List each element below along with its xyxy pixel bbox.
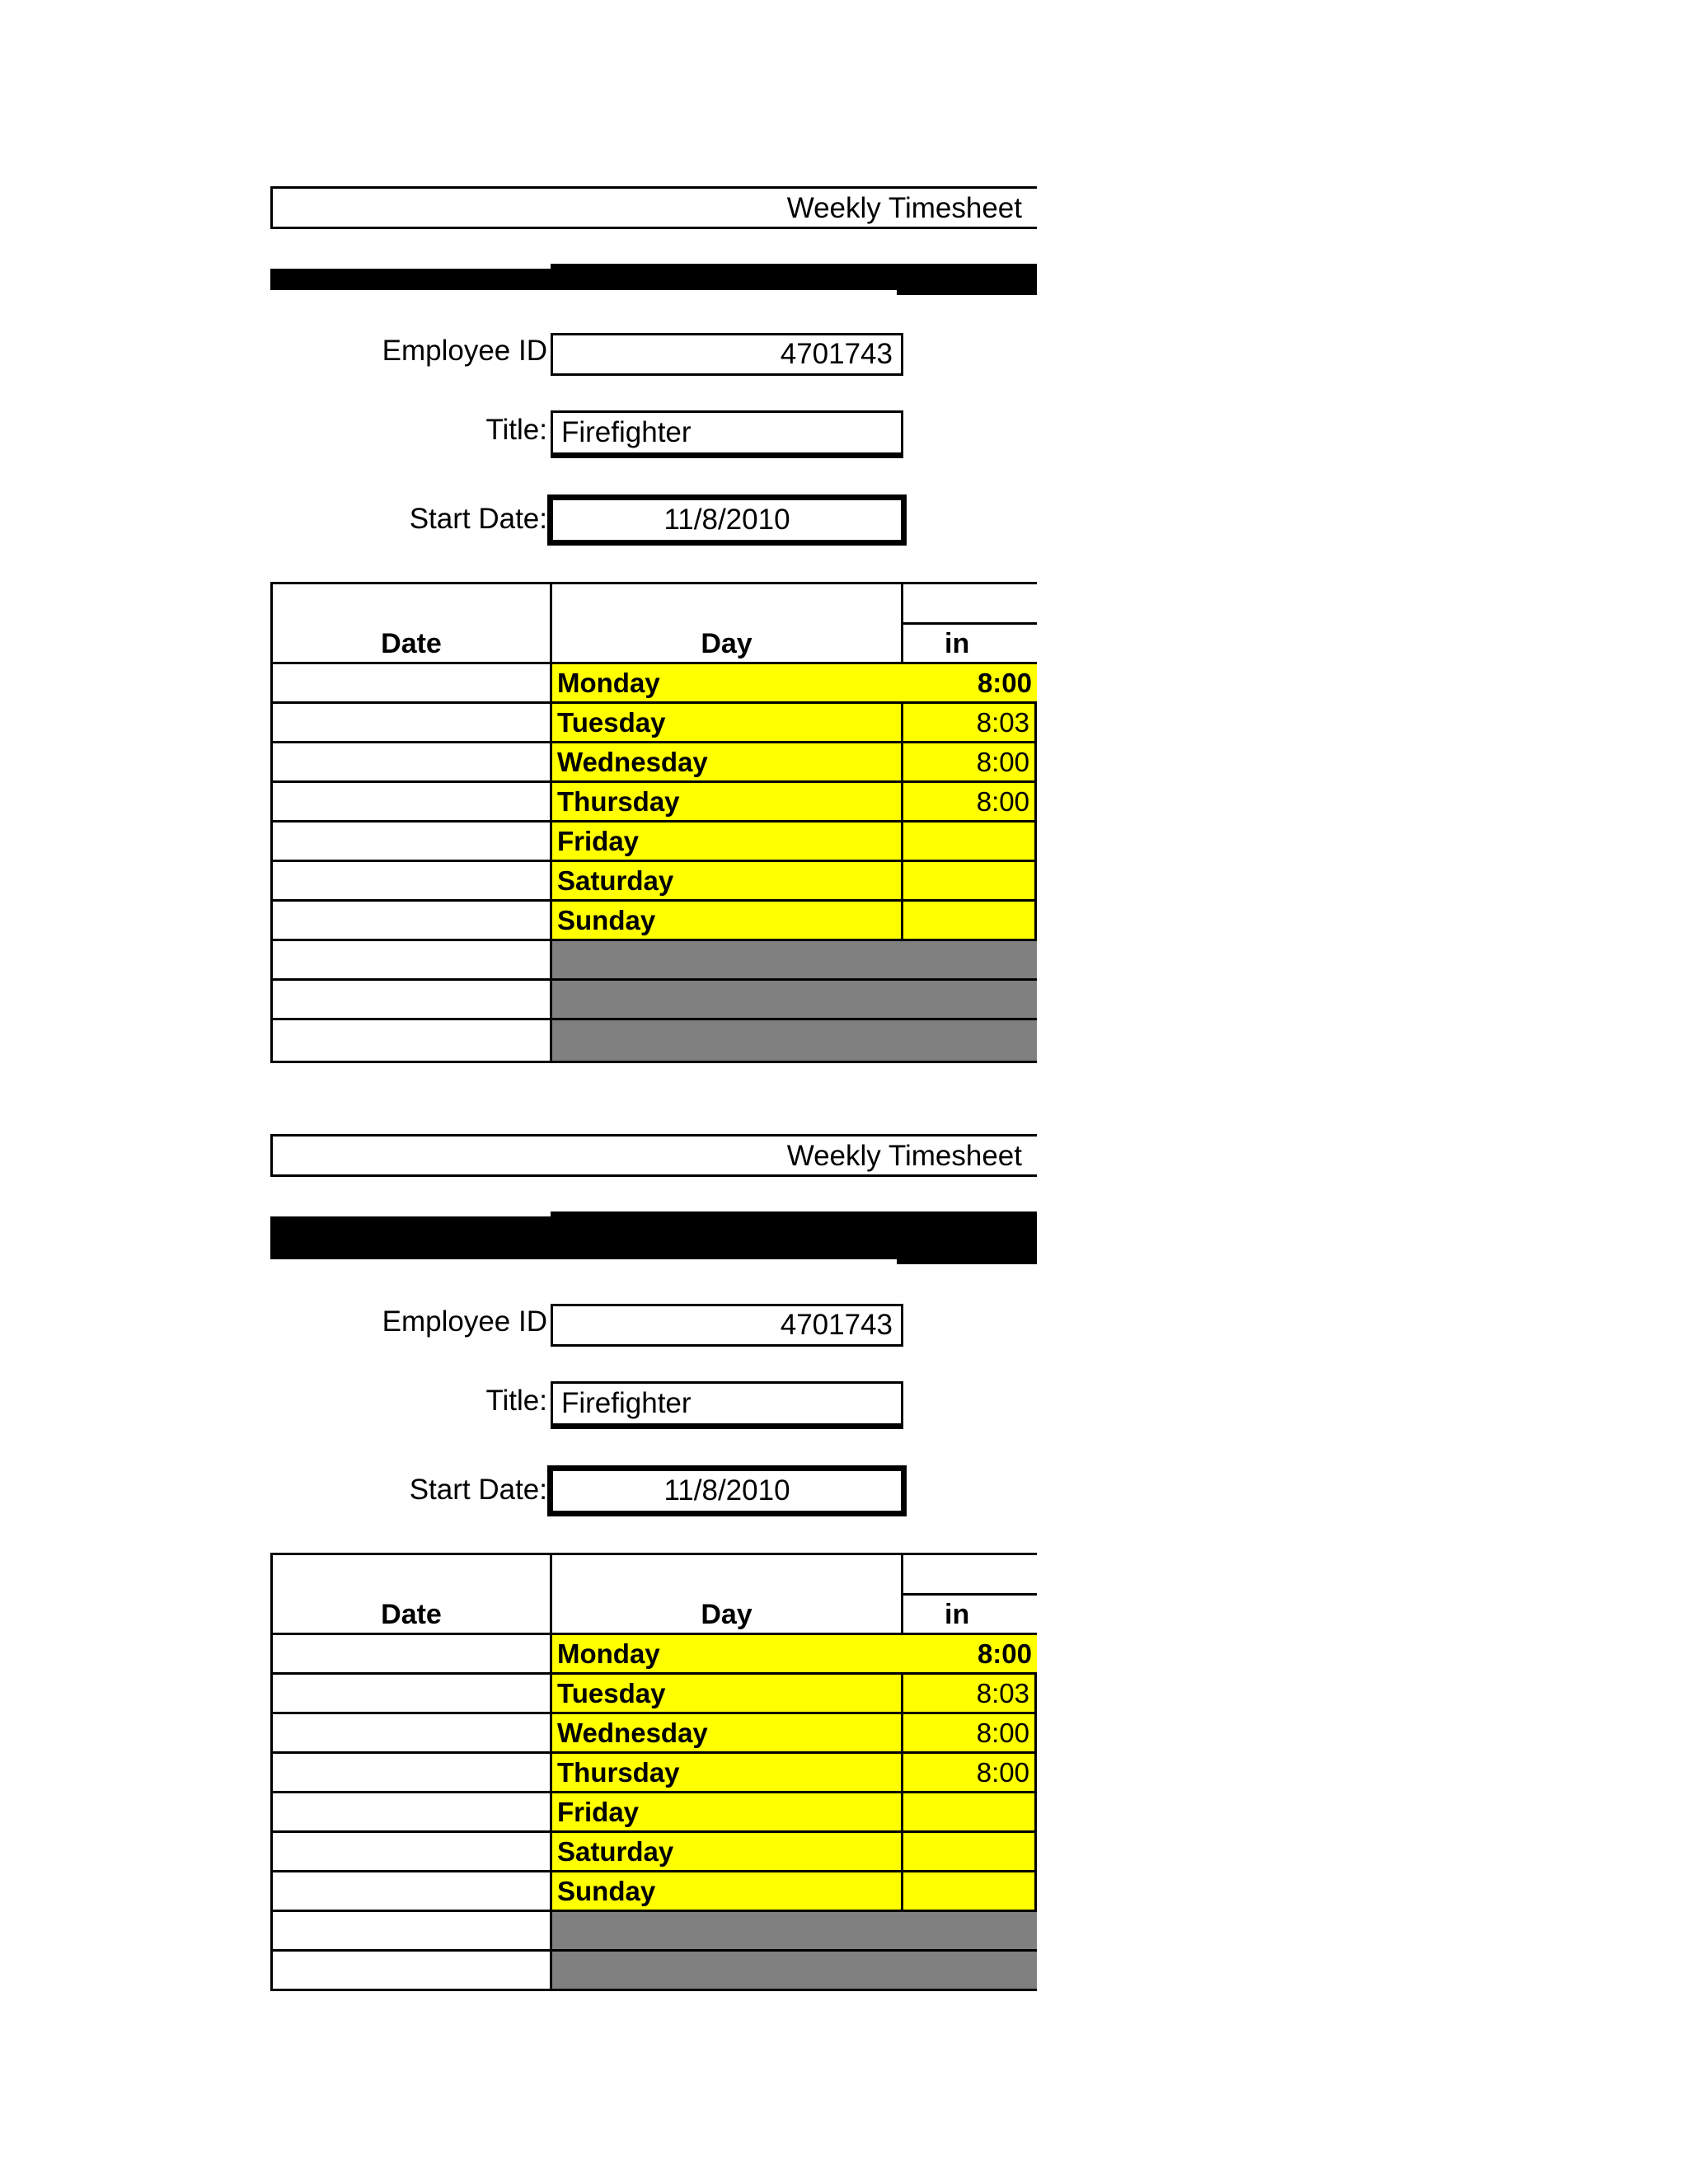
- date-cell[interactable]: [273, 1714, 552, 1754]
- table-row-day: Tuesday: [552, 1675, 903, 1714]
- time-in-cell[interactable]: 8:00: [903, 1754, 1037, 1793]
- time-in-cell[interactable]: 8:03: [903, 704, 1037, 743]
- header-divider: [903, 1593, 1037, 1596]
- table-header-date-cell: [270, 582, 552, 664]
- job-title-field[interactable]: Firefighter: [551, 410, 903, 458]
- time-in-cell[interactable]: 8:00: [903, 1714, 1037, 1754]
- job-title-field[interactable]: Firefighter: [551, 1381, 903, 1429]
- time-in-cell[interactable]: 8:00: [903, 783, 1037, 823]
- time-in-cell[interactable]: [903, 1793, 1037, 1833]
- table-row-day: Wednesday: [552, 1714, 903, 1754]
- table-row-monday-day: Monday: [552, 1635, 903, 1675]
- table-row-day: Sunday: [552, 1872, 903, 1912]
- time-in-cell[interactable]: [903, 823, 1037, 862]
- table-row-day: Thursday: [552, 783, 903, 823]
- redaction-bar: [551, 264, 1037, 270]
- table-row-day: Thursday: [552, 1754, 903, 1793]
- date-column: [270, 664, 552, 1063]
- date-cell[interactable]: [273, 1912, 552, 1952]
- date-cell[interactable]: [273, 1675, 552, 1714]
- column-header-day: Day: [701, 1599, 753, 1630]
- redaction-bar: [897, 1256, 1037, 1264]
- time-in-cell[interactable]: 8:00: [903, 1635, 1037, 1675]
- time-in-cell[interactable]: 8:00: [903, 743, 1037, 783]
- table-header-day-cell: [552, 582, 903, 664]
- employee-id-label: Employee ID: [382, 335, 547, 367]
- column-header-day: Day: [701, 628, 753, 659]
- timesheet-title: Weekly Timesheet: [786, 1140, 1022, 1172]
- start-date-label: Start Date:: [409, 1474, 547, 1506]
- date-cell[interactable]: [273, 1754, 552, 1793]
- timesheet-table: [270, 1553, 1037, 1991]
- time-in-cell[interactable]: [903, 862, 1037, 902]
- date-cell[interactable]: [273, 1020, 552, 1063]
- start-date-field[interactable]: 11/8/2010: [547, 494, 907, 546]
- gray-row: [552, 1952, 1037, 1991]
- column-header-date: Date: [381, 628, 442, 659]
- redaction-bar: [270, 1216, 1037, 1259]
- table-row-day: Friday: [552, 823, 903, 862]
- employee-id-label: Employee ID: [382, 1305, 547, 1338]
- time-in-cell[interactable]: [903, 1833, 1037, 1872]
- title-label: Title:: [485, 1385, 547, 1417]
- title-label: Title:: [485, 414, 547, 446]
- time-in-cell[interactable]: 8:03: [903, 1675, 1037, 1714]
- date-cell[interactable]: [273, 743, 552, 783]
- date-column: [270, 1635, 552, 1991]
- table-header-date-cell: [270, 1553, 552, 1635]
- start-date-field[interactable]: 11/8/2010: [547, 1465, 907, 1516]
- gray-row: [552, 981, 1037, 1020]
- gray-row: [552, 941, 1037, 981]
- date-cell[interactable]: [273, 981, 552, 1020]
- date-cell[interactable]: [273, 783, 552, 823]
- date-cell[interactable]: [273, 902, 552, 941]
- table-row-day: Tuesday: [552, 704, 903, 743]
- date-cell[interactable]: [273, 941, 552, 981]
- table-header-in-cell: [903, 582, 1037, 664]
- time-in-cell[interactable]: [903, 902, 1037, 941]
- column-header-date: Date: [381, 1599, 442, 1630]
- table-header-in-cell: [903, 1553, 1037, 1635]
- header-divider: [903, 622, 1037, 625]
- date-cell[interactable]: [273, 862, 552, 902]
- date-cell[interactable]: [273, 1793, 552, 1833]
- redaction-bar: [897, 285, 1037, 295]
- start-date-label: Start Date:: [409, 503, 547, 535]
- date-cell[interactable]: [273, 1833, 552, 1872]
- time-in-cell[interactable]: 8:00: [903, 664, 1037, 704]
- table-row-day: Wednesday: [552, 743, 903, 783]
- date-cell[interactable]: [273, 823, 552, 862]
- table-row-day: Saturday: [552, 862, 903, 902]
- table-row-day: Saturday: [552, 1833, 903, 1872]
- table-row-day: Sunday: [552, 902, 903, 941]
- table-header-day-cell: [552, 1553, 903, 1635]
- date-cell[interactable]: [273, 664, 552, 704]
- column-header-in: in: [945, 628, 970, 659]
- date-cell[interactable]: [273, 1952, 552, 1991]
- employee-id-field[interactable]: 4701743: [551, 1304, 903, 1347]
- date-cell[interactable]: [273, 1872, 552, 1912]
- redaction-bar: [551, 1212, 1037, 1218]
- table-row-day: Friday: [552, 1793, 903, 1833]
- gray-row: [552, 1020, 1037, 1063]
- timesheet-table: [270, 582, 1037, 1063]
- timesheet-title: Weekly Timesheet: [786, 192, 1022, 224]
- column-header-in: in: [945, 1599, 970, 1630]
- table-row-monday-day: Monday: [552, 664, 903, 704]
- employee-id-field[interactable]: 4701743: [551, 333, 903, 376]
- date-cell[interactable]: [273, 704, 552, 743]
- timesheet-title-box: [270, 1134, 1037, 1177]
- date-cell[interactable]: [273, 1635, 552, 1675]
- time-in-cell[interactable]: [903, 1872, 1037, 1912]
- timesheet-title-box: [270, 186, 1037, 229]
- gray-row: [552, 1912, 1037, 1952]
